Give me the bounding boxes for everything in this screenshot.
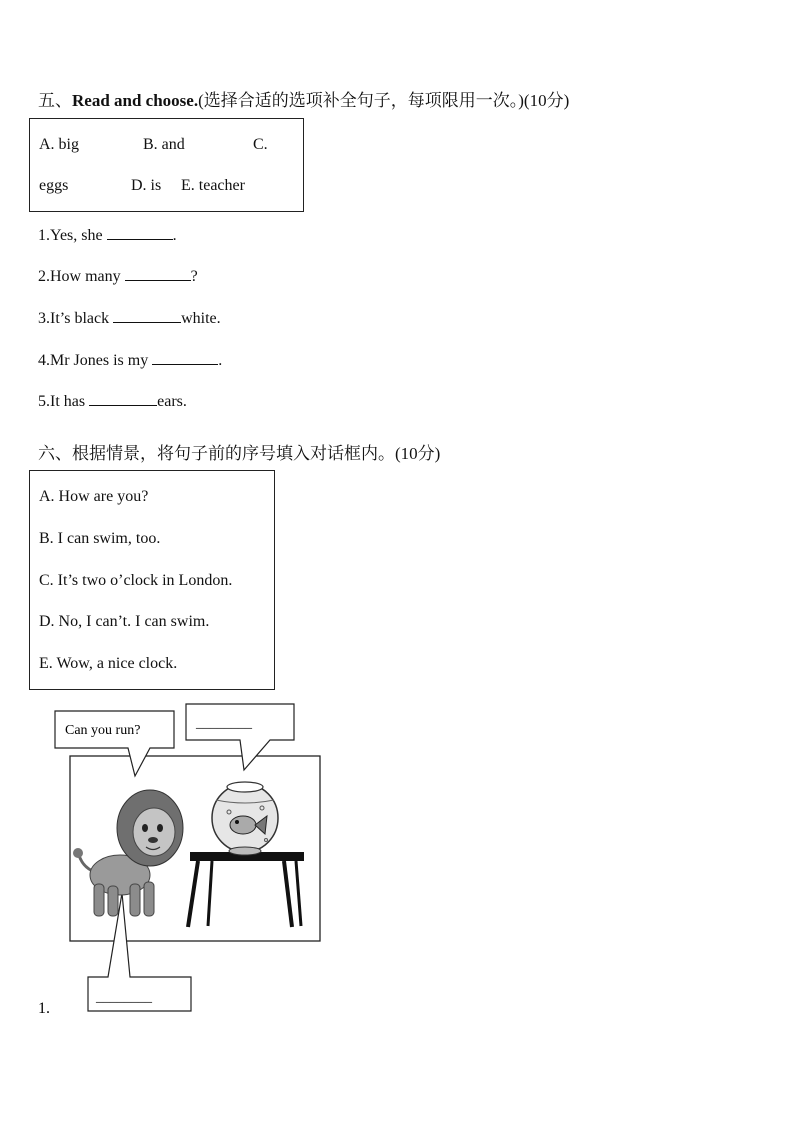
answer-blank-3[interactable] [113, 308, 181, 323]
section5-number: 五、 [38, 91, 72, 110]
option-b: B. and [143, 136, 185, 153]
bottom-bubble-blank[interactable]: ________ [96, 990, 152, 1005]
option-6b: B. I can swim, too. [39, 530, 161, 547]
scene-frame [70, 756, 320, 941]
option-6c: C. It’s two o’clock in London. [39, 572, 233, 589]
section5-options-box [29, 118, 304, 212]
question-4: 4.Mr Jones is my . [38, 352, 223, 369]
scene-question-number: 1. [38, 1000, 50, 1017]
fish-bubble-blank[interactable]: ________ [196, 716, 252, 731]
option-d: D. is [131, 177, 162, 194]
option-6d: D. No, I can’t. I can swim. [39, 613, 210, 630]
question-1: 1.Yes, she . [38, 227, 177, 244]
question-5: 5.It has ears. [38, 393, 187, 410]
answer-blank-1[interactable] [107, 225, 173, 240]
option-c-word: eggs [39, 177, 69, 194]
answer-blank-2[interactable] [125, 266, 191, 281]
section5-instruction: (选择合适的选项补全句子，每项限用一次。)(10分) [198, 91, 570, 110]
section5-title: Read and choose. [72, 91, 199, 110]
answer-blank-5[interactable] [89, 391, 157, 406]
option-6e: E. Wow, a nice clock. [39, 655, 178, 672]
question-2: 2.How many ? [38, 268, 198, 285]
lion-bubble-text: Can you run? [65, 723, 141, 738]
section6-heading: 六、根据情景，将句子前的序号填入对话框内。(10分) [38, 444, 441, 463]
question-3: 3.It’s black white. [38, 310, 221, 327]
answer-blank-4[interactable] [152, 350, 218, 365]
option-c-letter: C. [253, 136, 268, 153]
dialogue-scene [0, 690, 794, 1030]
section6-options-box [29, 470, 275, 690]
option-a: A. big [39, 136, 79, 153]
section5-heading [38, 86, 569, 111]
option-e: E. teacher [181, 177, 245, 194]
option-6a: A. How are you? [39, 488, 149, 505]
